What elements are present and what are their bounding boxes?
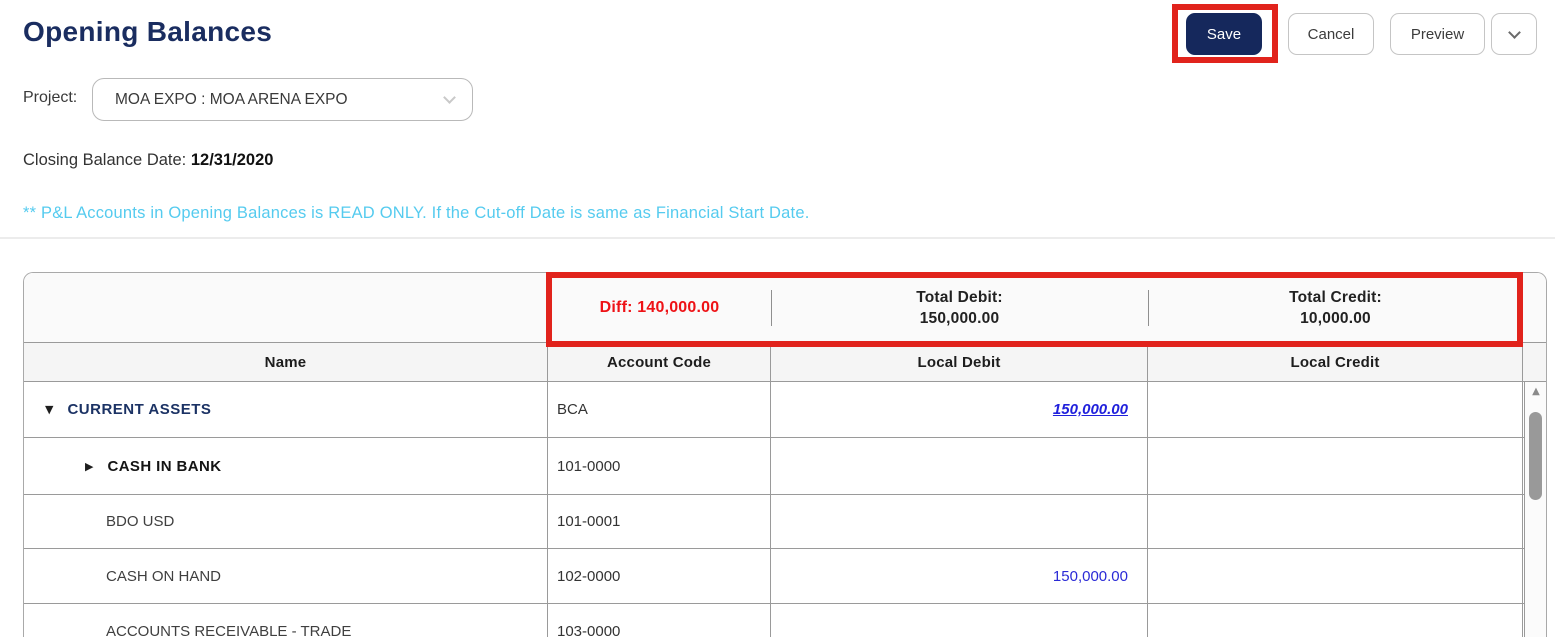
local-credit-cell[interactable] [1148, 604, 1523, 637]
local-credit-cell[interactable] [1148, 495, 1523, 548]
closing-balance-value: 12/31/2020 [190, 151, 274, 169]
account-name-cell[interactable] [24, 604, 548, 637]
total-credit [1148, 273, 1523, 343]
local-credit-cell[interactable] [1148, 438, 1523, 494]
scrollbar-thumb[interactable] [1529, 412, 1542, 500]
local-debit-cell[interactable] [771, 549, 1148, 603]
column-header-local-credit: Local Credit [1148, 343, 1523, 381]
local-debit-cell [771, 382, 1148, 437]
page-title: Opening Balances [23, 16, 273, 47]
section-divider [0, 237, 1555, 239]
account-code-cell: 101-0001 [548, 495, 771, 548]
scrollbar-header-spacer [1523, 343, 1546, 381]
column-header-account-code: Account Code [548, 343, 771, 381]
total-debit-label: Total Debit: [916, 288, 1003, 306]
vertical-scrollbar[interactable] [1524, 382, 1547, 637]
collapse-triangle-icon[interactable]: ▼ [45, 403, 54, 416]
closing-balance-date [23, 151, 273, 170]
debit-amount[interactable]: 150,000.00 [1052, 567, 1128, 585]
local-debit-cell[interactable] [771, 438, 1148, 494]
account-code-cell: 102-0000 [548, 549, 771, 603]
table-row [24, 495, 1546, 549]
account-name-label: ACCOUNTS RECEIVABLE - TRADE [106, 622, 352, 637]
readonly-note: ** P&L Accounts in Opening Balances is READ ONLY. If the Cut-off Date is same as Financial Start Date. [23, 204, 810, 222]
table-row [24, 549, 1546, 604]
local-debit-cell[interactable] [771, 495, 1148, 548]
table-header-row [24, 343, 1546, 382]
total-debit-value: 150,000.00 [919, 309, 1000, 327]
table-row [24, 604, 1546, 637]
account-code-cell: 103-0000 [548, 604, 771, 637]
debit-amount-link[interactable]: 150,000.00 [1052, 401, 1128, 418]
local-credit-cell[interactable] [1148, 382, 1523, 437]
cancel-button[interactable]: Cancel [1288, 13, 1374, 55]
column-header-local-debit: Local Debit [771, 343, 1148, 381]
save-button[interactable]: Save [1186, 13, 1262, 55]
closing-balance-label: Closing Balance Date: [23, 151, 187, 169]
account-name-cell[interactable] [24, 549, 548, 603]
local-debit-cell[interactable] [771, 604, 1148, 637]
account-name-label: CURRENT ASSETS [67, 401, 212, 418]
account-name-cell[interactable] [24, 382, 548, 437]
project-label: Project: [23, 89, 78, 106]
chevron-down-icon [1508, 26, 1521, 39]
account-code-cell: 101-0000 [548, 438, 771, 494]
account-name-cell[interactable] [24, 438, 548, 494]
account-name-label: BDO USD [106, 513, 175, 530]
account-code-cell: BCA [548, 382, 771, 437]
chevron-down-icon [443, 91, 456, 104]
project-select[interactable] [92, 78, 473, 121]
scroll-up-arrow-icon[interactable]: ▲ [1532, 386, 1540, 397]
diff-amount: Diff: 140,000.00 [599, 299, 720, 316]
account-name-cell[interactable] [24, 495, 548, 548]
opening-balances-table [23, 272, 1547, 637]
preview-button[interactable]: Preview [1390, 13, 1485, 55]
more-actions-button[interactable] [1491, 13, 1537, 55]
local-credit-cell[interactable] [1148, 549, 1523, 603]
account-name-label: CASH IN BANK [107, 457, 222, 475]
table-row [24, 382, 1546, 438]
expand-triangle-icon[interactable]: ▶ [85, 459, 94, 473]
column-header-name: Name [24, 343, 548, 381]
project-selected-value: MOA EXPO : MOA ARENA EXPO [115, 90, 348, 108]
totals-row [24, 273, 1546, 343]
table-row [24, 438, 1546, 495]
total-debit [771, 273, 1148, 343]
total-credit-value: 10,000.00 [1300, 309, 1371, 327]
total-credit-label: Total Credit: [1289, 288, 1382, 306]
account-name-label: CASH ON HAND [106, 567, 222, 585]
